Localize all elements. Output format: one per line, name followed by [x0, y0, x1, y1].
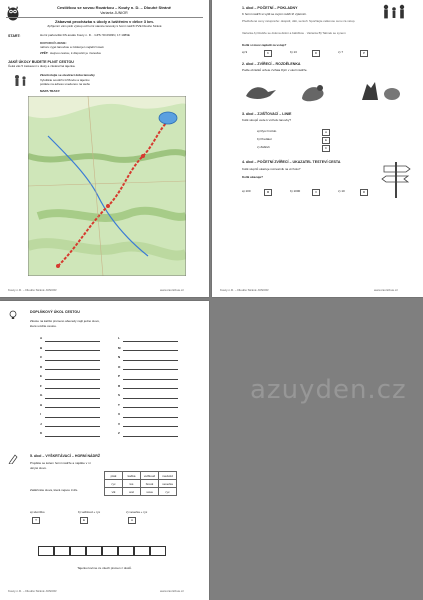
answer-box[interactable]: D	[312, 50, 320, 57]
word-answer-line[interactable]	[123, 360, 178, 361]
word-answer-line[interactable]	[123, 426, 178, 427]
table-cell[interactable]: pták	[105, 472, 123, 480]
table-row	[105, 488, 177, 496]
footer-right: www.zavrtcbus.cz	[160, 288, 184, 292]
task4-option-b: b) 1000	[290, 189, 301, 193]
table-row	[105, 472, 177, 480]
task4-option-c: c) 10	[338, 189, 345, 193]
letter-label: I	[40, 412, 41, 416]
task5-heading: 5. úkol – VYŠKRTÁVACÍ – HORNÍ NÁDRŽ	[30, 454, 101, 458]
answer-box[interactable]: P	[360, 50, 368, 57]
word-answer-line[interactable]	[45, 398, 100, 399]
letter-label: S	[118, 393, 121, 397]
table-cell[interactable]: medvěd	[159, 472, 177, 480]
rules-text: Čeká vás 5 zastavení s úkoly a závěrečná tajenka.	[8, 64, 76, 68]
signpost-icon	[380, 160, 414, 200]
letter-label: A	[40, 336, 43, 340]
letter-label: C	[40, 355, 43, 359]
answer-grid[interactable]	[38, 546, 166, 556]
page-title: Cestičkou se sovou Rozárkou – Kouty n. D. – Dlouhé Stráně	[56, 5, 172, 10]
word-answer-line[interactable]	[123, 407, 178, 408]
letter-label: M	[118, 345, 121, 350]
bonus-text: Zkuste na každé písmeno abecedy najít jedno slovo,	[30, 319, 100, 323]
word-answer-line[interactable]	[123, 417, 178, 418]
letter-label: F	[40, 383, 42, 388]
start-label: START:	[8, 34, 21, 38]
word-answer-line[interactable]	[45, 360, 100, 361]
task1-option-b: b) 13	[290, 50, 297, 54]
word-answer-line[interactable]	[123, 436, 178, 437]
word-answer-line[interactable]	[45, 379, 100, 380]
letter-label: E	[40, 374, 43, 378]
task3-heading: 3. úkol – ZJIŠŤOVACÍ – LINIE	[242, 112, 292, 116]
divider	[6, 17, 203, 18]
letter-label: N	[118, 355, 121, 359]
table-cell[interactable]: ryx	[105, 480, 123, 488]
word-answer-line[interactable]	[45, 388, 100, 389]
rules-heading: JAKÉ ÚKOLY BUDETE PLNIT CESTOU	[8, 60, 74, 64]
word-answer-line[interactable]	[45, 426, 100, 427]
back-text: stejnou cestou, k dispozici je i lanovka	[50, 51, 101, 55]
table-cell[interactable]: velbloud	[141, 472, 159, 480]
task3-option-a: a) Rysí hnízdo	[257, 129, 277, 133]
footer-left: Kouty n.D. – Dlouhé Stráně JUNIOR	[8, 288, 57, 292]
task5-option-b: b) velbloud + ryx	[78, 510, 101, 514]
word-answer-line[interactable]	[45, 350, 100, 351]
task5-question: Zaškrtněte slova, která nejsou zvíře.	[30, 488, 79, 492]
table-cell[interactable]: orel	[123, 488, 141, 496]
letter-label: G	[40, 393, 43, 397]
letter-label: R	[118, 383, 121, 388]
word-answer-line[interactable]	[123, 369, 178, 370]
map-label: MAPA TRASY:	[40, 89, 61, 93]
word-table	[104, 471, 177, 496]
word-answer-line[interactable]	[45, 436, 100, 437]
letter-label: J	[40, 421, 42, 426]
owl-logo-icon	[6, 5, 20, 21]
letter-label: B	[40, 345, 43, 350]
word-answer-line[interactable]	[123, 341, 178, 342]
answer-box[interactable]: T	[32, 517, 40, 524]
task3-option-b: b) Predátor	[257, 137, 273, 141]
bonus-heading: DOPLŇKOVÝ ÚKOL CESTOU	[30, 310, 80, 314]
recommend-text: nahoru vyjet lanovkou a zdolat jen nejlehčí úsek	[40, 45, 104, 49]
word-answer-line[interactable]	[45, 369, 100, 370]
letter-label: H	[40, 402, 43, 407]
footer-left: Kouty n.D. – Dlouhé Stráně JUNIOR	[220, 288, 269, 292]
task1-option-c: c) 7	[338, 50, 344, 54]
task4-heading: 4. úkol – POČETNÍ ZVÍŘECÍ – UKAZATEL TESTEVÍ CESTA	[242, 160, 341, 164]
answer-box[interactable]: C	[322, 145, 330, 152]
task4-text: Kolik stupňů ukazuje rozcestník na vrcholu?	[242, 167, 301, 171]
task2-text: Podle obrázků určete zvířata žijící v okolí nádrže.	[242, 68, 308, 72]
task1-option-a: a) 9	[242, 50, 248, 54]
answer-prompt: Tajenku lovíme ze všech písmen z úkolů.	[77, 566, 132, 570]
answer-box[interactable]: E	[80, 517, 88, 524]
task5-text-2: ukryté slovo.	[30, 466, 47, 470]
table-cell[interactable]: vlk	[105, 488, 123, 496]
watermark: azuyden.cz	[250, 375, 407, 405]
letter-label: V	[118, 421, 121, 426]
task4-option-a: a) 100	[242, 189, 251, 193]
family-icon	[12, 74, 30, 88]
worksheet-page-2: 1. úkol – POČETNÍ – POKLADNY K horní nádrži si vyšli se svými rodiči tři výletníci. Předložené ceny vstupného: dospělí, děti, senioři. Spočítejte celkovou cenu za vstup. Varianta A) Rodiče se dvěma dětmi a babičkou · Varianta B) Tatínek se synem Kolik si musí zaplatit za vstup? a) 9 K b) 13 D c) 7 P 2. úkol – ZVÍŘECÍ – ROZDĚLENKA Podle obrázků určete zvířata žijící v okolí nádrže. 3. úkol – ZJIŠŤOVACÍ – LINIE Kolik sloupů vede k vrcholu lanovky? a) Rysí hnízdo A b) Predátor E c) Zábřeh C 4. úkol – POČETNÍ ZVÍŘECÍ – UKAZATEL TESTEVÍ CESTA Kolik stupňů ukazuje rozcestník na vrcholu? Kolik ukazuje? a) 100 M b) 1000 V c) 10 R Kouty n.D. – Dlouhé Stráně JUNIOR www.zavrtcbus.cz	[212, 0, 423, 297]
task1-heading: 1. úkol – POČETNÍ – POKLADNY	[242, 6, 298, 10]
task2-heading: 2. úkol – ZVÍŘECÍ – ROZDĚLENKA	[242, 62, 301, 66]
answer-box[interactable]: V	[312, 189, 320, 196]
worksheet-page-1	[0, 0, 209, 297]
letter-label: T	[118, 402, 120, 407]
letter-label: P	[118, 374, 121, 378]
letter-label: U	[118, 412, 121, 416]
page-variant: Varianta JUNIOR	[100, 11, 128, 15]
task5-text: Projděte se kolem horní nádrže a najděte v ní	[30, 461, 91, 465]
back-label: ZPĚT:	[40, 51, 49, 55]
word-answer-line[interactable]	[45, 341, 100, 342]
family-icon	[380, 3, 410, 21]
task1-text: K horní nádrži si vyšli se svými rodiči tři výletníci.	[242, 12, 307, 16]
task3-text: Kolik sloupů vede k vrcholu lanovky?	[242, 118, 292, 122]
letter-label: K	[40, 431, 43, 435]
worksheet-page-3	[0, 301, 209, 600]
tip-text-2: pošlete na adresu uvedenou na webu	[40, 82, 91, 86]
footer-right: www.zavrtcbus.cz	[374, 288, 398, 292]
letter-label: O	[118, 364, 121, 369]
task3-option-c: c) Zábřeh	[257, 145, 270, 149]
subtitle: Zábavná procházka s úkoly a luštěním v délce 3 km.	[55, 19, 154, 24]
table-cell[interactable]: kačka	[123, 472, 141, 480]
letter-label: D	[40, 364, 43, 369]
animal-pictures	[242, 78, 402, 106]
letter-label: L	[118, 336, 120, 340]
answer-box[interactable]: K	[264, 50, 272, 57]
word-answer-line[interactable]	[123, 388, 178, 389]
start-text: Horní parkoviště DS areálu Kouty n. D. · GPS: 50.0903N, 17.1089E	[40, 33, 130, 37]
table-cell[interactable]: los	[123, 480, 141, 488]
answer-box[interactable]: M	[264, 189, 272, 196]
lightbulb-icon	[8, 310, 18, 320]
table-cell[interactable]: sova	[141, 488, 159, 496]
word-answer-line[interactable]	[45, 417, 100, 418]
word-answer-line[interactable]	[45, 407, 100, 408]
letter-label: Z	[118, 431, 120, 435]
table-row	[105, 480, 177, 488]
table-cell[interactable]: veverka	[159, 480, 177, 488]
answer-box[interactable]: E	[322, 137, 330, 144]
answer-box[interactable]: A	[128, 517, 136, 524]
table-cell[interactable]: ryx	[159, 488, 177, 496]
table-cell[interactable]: brouk	[141, 480, 159, 488]
word-answer-line[interactable]	[123, 379, 178, 380]
subtitle-note: Zpříjemní vám pěší výstup od horní stanice lanovky k horní nádrži PVE Dlouhé Stráně	[47, 24, 162, 28]
task1-question: Kolik si musí zaplatit za vstup?	[242, 43, 287, 47]
footer-left: Kouty n.D. – Dlouhé Stráně JUNIOR	[8, 589, 57, 593]
pencil-icon	[8, 454, 18, 464]
word-answer-line[interactable]	[123, 398, 178, 399]
recommend-label: DOPORUČUJEME:	[40, 41, 67, 45]
task5-option-a: a) sluníčko	[30, 510, 45, 514]
tip-text-1: Vyluštěte soutěžní křížovku a tajenku	[40, 78, 90, 82]
task4-question: Kolik ukazuje?	[242, 175, 264, 179]
footer-right: www.zavrtcbus.cz	[160, 589, 184, 593]
tip-heading: Zkontrolujte se otevírací dobu lanovky	[40, 73, 95, 77]
answer-box[interactable]: R	[360, 189, 368, 196]
word-answer-line[interactable]	[123, 350, 178, 351]
task5-option-c: c) veverka + ryx	[126, 510, 148, 514]
bonus-text-2: které uvidíte cestou.	[30, 324, 57, 328]
trail-map	[28, 96, 186, 276]
answer-box[interactable]: A	[322, 129, 330, 136]
